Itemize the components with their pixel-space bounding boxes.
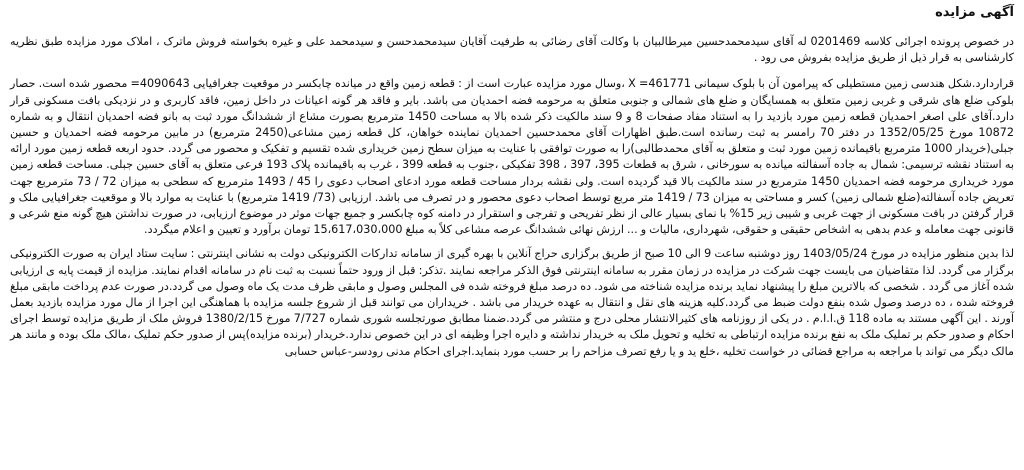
intro-paragraph: در خصوص پرونده اجرائی کلاسه 0201469 له آقای سیدمحمدحسین میرطالبیان با وکالت آقای رضائی به طرفیت آقایان سیدمحمدحسن و سیدمحمد علی و غیره بخواسته فروش ماترک ، املاک مورد مزایده طبق نظریه کارشناسی به قرار ذیل از طریق مزایده بفروش می رود .: [10, 35, 1014, 65]
notice-title: آگهی مزایده: [935, 5, 1014, 20]
auction-terms-paragraph: لذا بدین منظور مزایده در مورخ 1403/05/24 روز دوشنبه ساعت 9 الی 10 صبح از طریق برگزاری حراج آنلاین با بهره گیری از سامانه تدارکات الکترونیکی دولت به نشانی اینترنتی : سایت ستاد ایران به صورت الکترونیکی برگزار می گردد. لذا متقاضیان می بایست جهت شرکت در مزایده در زمان مقرر به سامانه اینترنتی فوق الذکر مراجعه نمایند .تذکر: قبل از ورود حتماً نسبت به ثبت نام در سامانه اقدام نمایند. مزایده از قیمت پایه ی ارزیابی شده آغاز می گردد . شخصی که بالاترین مبلغ را پیشنهاد نماید برنده مزایده شناخته می شود. ده درصد مبلغ فروخته شده فی المجلس وصول و مابقی ظرف مدت یک ماه وصول می گردد.در صورت عدم پرداخت مابقی مبلغ فروخته شده ، ده درصد وصول شده بنفع دولت ضبط می گردد.کلیه هزینه های نقل و انتقال به عهده خریدار می باشد . خریداران می توانند قبل از شروع جلسه مزایده با هماهنگی این اجرا از مال مورد مزایده بازدید بعمل آورند . این آگهی مستند به ماده 118 ق.ا.ا.م . در یکی از روزنامه های کثیرالانتشار محلی درج و منتشر می گردد.ضمنا مطابق صورتجلسه شوری شماره 7/727 مورخ 1380/2/15 فروش ملک از طریق مزایده توسط اجرای احکام و صدور حکم بر تملیک ملک به نفع برنده مزایده ارتباطی به تخلیه و تحویل ملک به خریدار نداشته و دایره اجرا وظیفه ای در این خصوص ندارد.خریدار (برنده مزایده)پس از صدور حکم تملیک ،مالک ملک بوده و مانند هر مالک دیگر می تواند با مراجعه به مراجع قضائی در خواست تخلیه ،خلع ید و یا رفع تصرف مزاحم را بر حسب مورد بنماید.اجرای احکام مدنی رودسر-عباس حسابی: [10, 247, 1014, 358]
property-description-paragraph: قراردارد.شکل هندسی زمین مستطیلی که پیرامون آن با بلوک سیمانی X =461771 ،وسال مورد مزایده عبارت است از : قطعه زمین واقع در میانده چابکسر در موقعیت جغرافیایی 4090643= محصور شده است. حصار بلوکی ضلع های شرقی و غربی زمین متعلق به همسایگان و ضلع های شمالی و جنوبی متعلق به مرحومه فضه احمدیان می باشد. بایر و فاقد هر گونه اعیانات در داخل زمین، فاقد کاربری و در نزدیکی بافت مسکونی قرار دارد.آقای علی اصغر احمدیان قطعه زمین مورد بازدید را به استناد مفاد صفحات 8 و 9 سند مالکیت ذکر شده بالا به مساحت 1450 مترمربع بصورت مشاع از ششدانگ مورد ثبت به بانو فضه احمدیان انتقال و به شماره 10872 مورخ 1352/05/25 در دفتر 70 رامسر به ثبت رسانده است.طبق اظهارات آقای محمدحسین احمدیان نماینده خواهان، کل قطعه زمین مشاعی(2450 مترمربع) در مابین مرحومه فضه احمدیان و حسین جبلی(خریدار 1000 مترمربع باقیمانده زمین مورد ثبت و متعلق به آقای محمدطالبی)را به صورت توافقی با عنایت به میزان سطح زمین خریداری شده تقسیم و تفکیک و محصور می گردد. حدود اربعه قطعه زمین مورد ارائه به استناد نقشه ترسیمی: شمال به جاده آسفالته میانده به سورخانی ، شرق به قطعات 395، 397 ، 398 تفکیکی ،جنوب به قطعه 399 ، غرب به باقیمانده پلاک 193 فرعی متعلق به آقای حسین جبلی. مساحت قطعه زمین مورد خریداری مرحومه فضه احمدیان 1450 مترمربع در سند مالکیت بالا قید گردیده است. ولی نقشه بردار مساحت قطعه مورد ادعای اصحاب دعوی را 45 / 1493 مترمربع که سطحی به میزان 72 / 73 مترمربع جهت تعریض جاده آسفالته(ضلع شمالی زمین) کسر و مساحتی به میزان 73 / 1419 متر مربع توسط اصحاب دعوی محصور و در تصرف می باشد. ارزیابی (73/ 1419 مترمربع) با عنایت به موارد بالا و موقعیت جغرافیایی ملک و قرار گرفتن در بافت مسکونی از جهت غربی و شیبی زیر 15% با نمای بسیار عالی از نظر تفریحی و تفرجی و استقرار در دامنه کوه چابکسر و جمیع جهات موثر در موضوع ارزیابی، در صورت نداشتن هیچ گونه منع شرعی و قانونی جهت معامله و عدم بدهی به اشخاص حقیقی و حقوقی، شهرداری، مالیات و ... ارزش نهائی ششدانگ عرصه مشاعی کلاً به مبلغ 15،617،030،000 تومان برآورد و تعیین و اعلام میگردد.: [10, 77, 1015, 237]
